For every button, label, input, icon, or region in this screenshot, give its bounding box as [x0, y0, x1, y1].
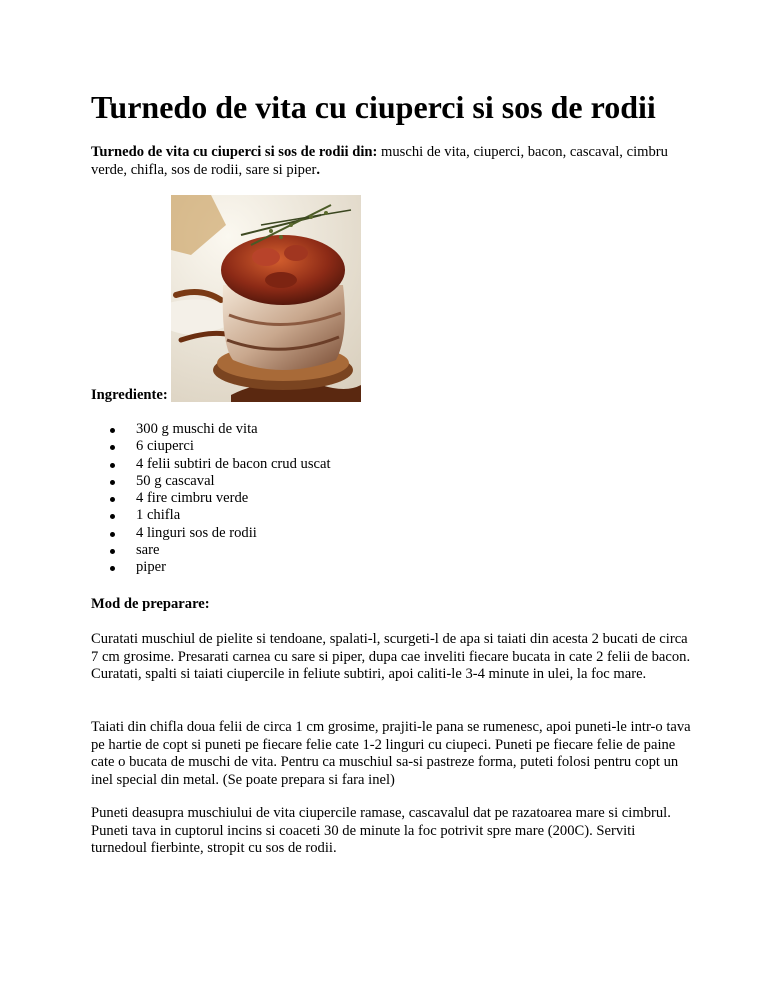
preparation-paragraph-3: Puneti deasupra muschiului de vita ciupercile ramase, cascavalul dat pe razatoarea mare si cimbrul. Puneti tava in cuptorul incins si coaceti 30 de minute la foc potrivit spre mare (200C). Serviti turnedoul fierbinte, stropit cu sos de rodii. [91, 805, 671, 856]
list-item: 6 ciuperci [110, 438, 331, 455]
list-item: sare [110, 542, 331, 559]
preparation-paragraph-2: Taiati din chifla doua felii de circa 1 cm grosime, prajiti-le pana se rumenesc, apoi puneti-le intr-o tava pe hartie de copt si puneti pe fiecare felie cate 1-2 linguri cu ciupeci. Puneti pe fiecare felie de paine cate o bucata de muschi de vita. Pentru ca muschiul sa-si pastreze forma, puteti folosi pentru copt un inel special din metal. (Se poate prepara si fara inel) [91, 719, 691, 788]
preparation-heading: Mod de preparare: [91, 596, 210, 612]
intro-end-mark: . [316, 161, 320, 178]
list-item: 4 fire cimbru verde [110, 490, 331, 507]
preparation-paragraph-1: Curatati muschiul de pielite si tendoane, spalati-l, scurgeti-l de apa si taiati din acesta 2 bucati de circa 7 cm grosime. Presarati carnea cu sare si piper, dupa cae inveliti fiecare bucata in cate 2 felii de bacon. Curatati, spalti si taiati ciupercile in feliute subtiri, apoi caliti-le 3-4 minute in ulei, la foc mare. [91, 631, 691, 682]
intro-text: muschi de vita, ciuperci, bacon, cascaval, cimbru verde, chifla, sos de rodii, sare si piper [91, 144, 668, 178]
list-item: 4 linguri sos de rodii [110, 525, 331, 542]
list-item: 300 g muschi de vita [110, 421, 331, 438]
dish-photo [171, 195, 361, 402]
food-photo-icon [171, 195, 361, 402]
list-item: 50 g cascaval [110, 473, 331, 490]
ingredients-heading: Ingrediente: [91, 387, 168, 403]
list-item: 4 felii subtiri de bacon crud uscat [110, 456, 331, 473]
page-title: Turnedo de vita cu ciuperci si sos de rodii [91, 89, 656, 125]
intro-bold-lead: Turnedo de vita cu ciuperci si sos de rodii din: [91, 144, 378, 160]
ingredients-list [110, 421, 331, 577]
intro-paragraph [91, 144, 681, 179]
list-item: piper [110, 559, 331, 576]
list-item: 1 chifla [110, 507, 331, 524]
